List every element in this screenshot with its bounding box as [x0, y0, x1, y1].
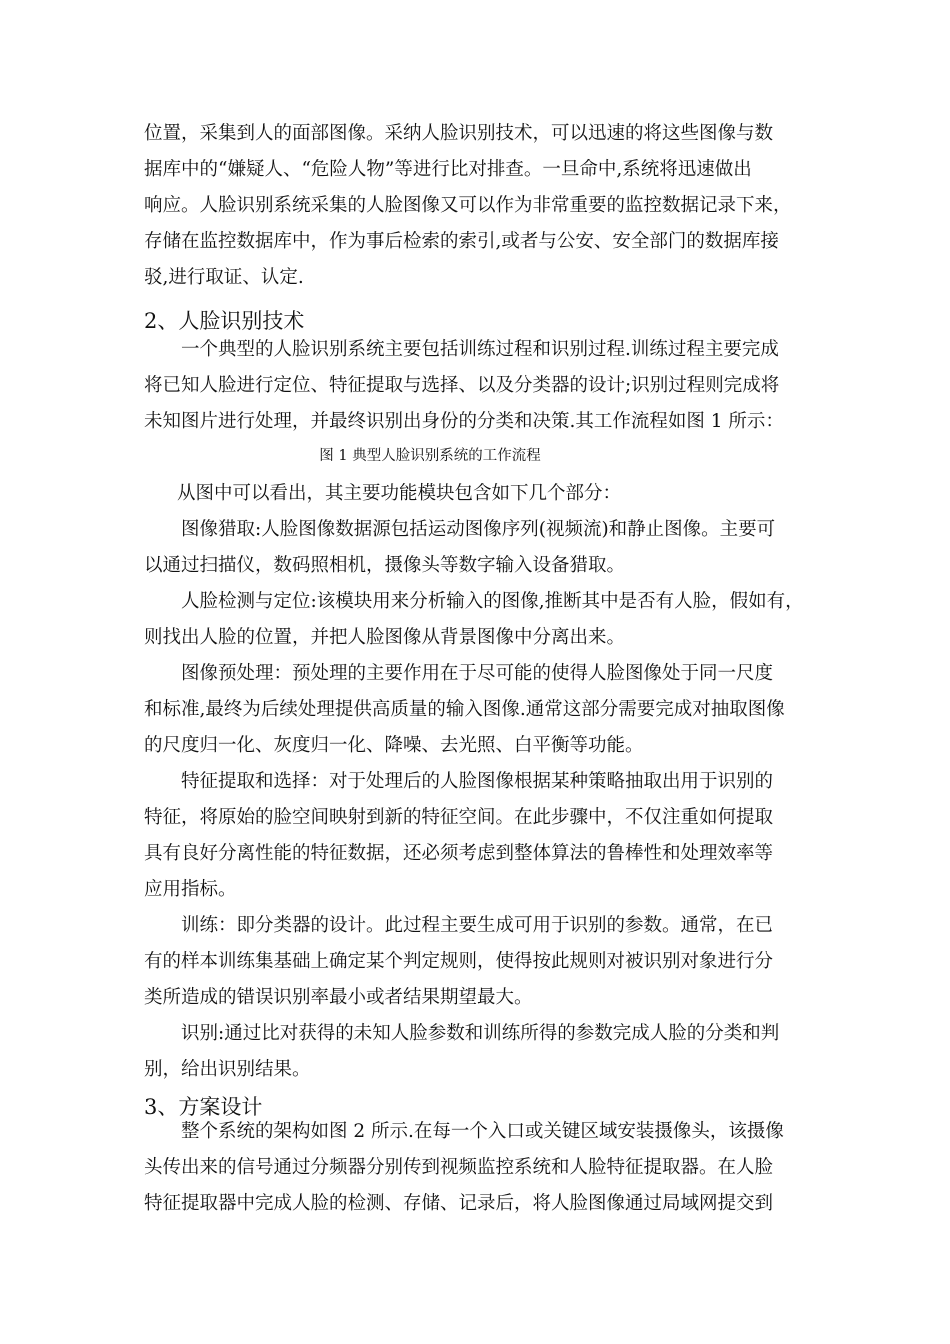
paragraph-line: 识别:通过比对获得的未知人脸参数和训练所得的参数完成人脸的分类和判	[181, 1023, 780, 1044]
paragraph-line: 驳,进行取证、认定.	[144, 267, 304, 288]
paragraph-line: 图像猎取:人脸图像数据源包括运动图像序列(视频流)和静止图像。主要可	[181, 519, 776, 540]
intro-paragraph	[144, 116, 812, 296]
paragraph-line: 应用指标。	[144, 879, 237, 900]
paragraph-line: 据库中的“嫌疑人、“危险人物”等进行比对排查。一旦命中,系统将迅速做出	[144, 159, 752, 180]
section2-intro	[144, 332, 812, 440]
paragraph-line: 特征提取和选择：对于处理后的人脸图像根据某种策略抽取出用于识别的	[181, 771, 774, 792]
paragraph-line: 特征提取器中完成人脸的检测、存储、记录后，将人脸图像通过局域网提交到	[144, 1193, 774, 1214]
paragraph-line: 训练：即分类器的设计。此过程主要生成可用于识别的参数。通常，在已	[181, 915, 774, 936]
paragraph-line: 有的样本训练集基础上确定某个判定规则，使得按此规则对被识别对象进行分	[144, 951, 774, 972]
paragraph-line: 则找出人脸的位置，并把人脸图像从背景图像中分离出来。	[144, 627, 626, 648]
paragraph-line: 和标准,最终为后续处理提供高质量的输入图像.通常这部分需要完成对抽取图像	[144, 699, 785, 720]
paragraph-line: 整个系统的架构如图 2 所示.在每一个入口或关键区域安装摄像头，该摄像	[181, 1121, 784, 1142]
paragraph-line: 一个典型的人脸识别系统主要包括训练过程和识别过程.训练过程主要完成	[181, 339, 779, 360]
paragraph-line: 未知图片进行处理，并最终识别出身份的分类和决策.其工作流程如图 1 所示：	[144, 411, 784, 432]
paragraph-line: 响应。人脸识别系统采集的人脸图像又可以作为非常重要的监控数据记录下来，	[144, 195, 792, 216]
paragraph-line: 将已知人脸进行定位、特征提取与选择、以及分类器的设计;识别过程则完成将	[144, 375, 780, 396]
section3-body	[144, 1114, 812, 1222]
paragraph-line: 的尺度归一化、灰度归一化、降噪、去光照、白平衡等功能。	[144, 735, 644, 756]
paragraph-line: 人脸检测与定位:该模块用来分析输入的图像,推断其中是否有人脸，假如有，	[181, 591, 804, 612]
paragraph-line: 位置，采集到人的面部图像。采纳人脸识别技术，可以迅速的将这些图像与数	[144, 123, 774, 144]
section-heading: 2、人脸识别技术	[144, 309, 305, 333]
section-heading: 3、方案设计	[144, 1095, 263, 1119]
paragraph-line: 从图中可以看出，其主要功能模块包含如下几个部分：	[177, 483, 622, 504]
paragraph-line: 头传出来的信号通过分频器分别传到视频监控系统和人脸特征提取器。在人脸	[144, 1157, 774, 1178]
paragraph-line: 特征，将原始的脸空间映射到新的特征空间。在此步骤中，不仅注重如何提取	[144, 807, 774, 828]
paragraph-line: 别，给出识别结果。	[144, 1059, 311, 1080]
paragraph-line: 类所造成的错误识别率最小或者结果期望最大。	[144, 987, 533, 1008]
paragraph-line: 具有良好分离性能的特征数据，还必须考虑到整体算法的鲁棒性和处理效率等	[144, 843, 774, 864]
paragraph-line: 以通过扫描仪，数码照相机，摄像头等数字输入设备猎取。	[144, 555, 626, 576]
paragraph-line: 存储在监控数据库中，作为事后检索的索引,或者与公安、安全部门的数据库接	[144, 231, 779, 252]
figure-caption: 图 1 典型人脸识别系统的工作流程	[319, 448, 541, 464]
section2-body	[144, 476, 812, 1088]
paragraph-line: 图像预处理：预处理的主要作用在于尽可能的使得人脸图像处于同一尺度	[181, 663, 774, 684]
